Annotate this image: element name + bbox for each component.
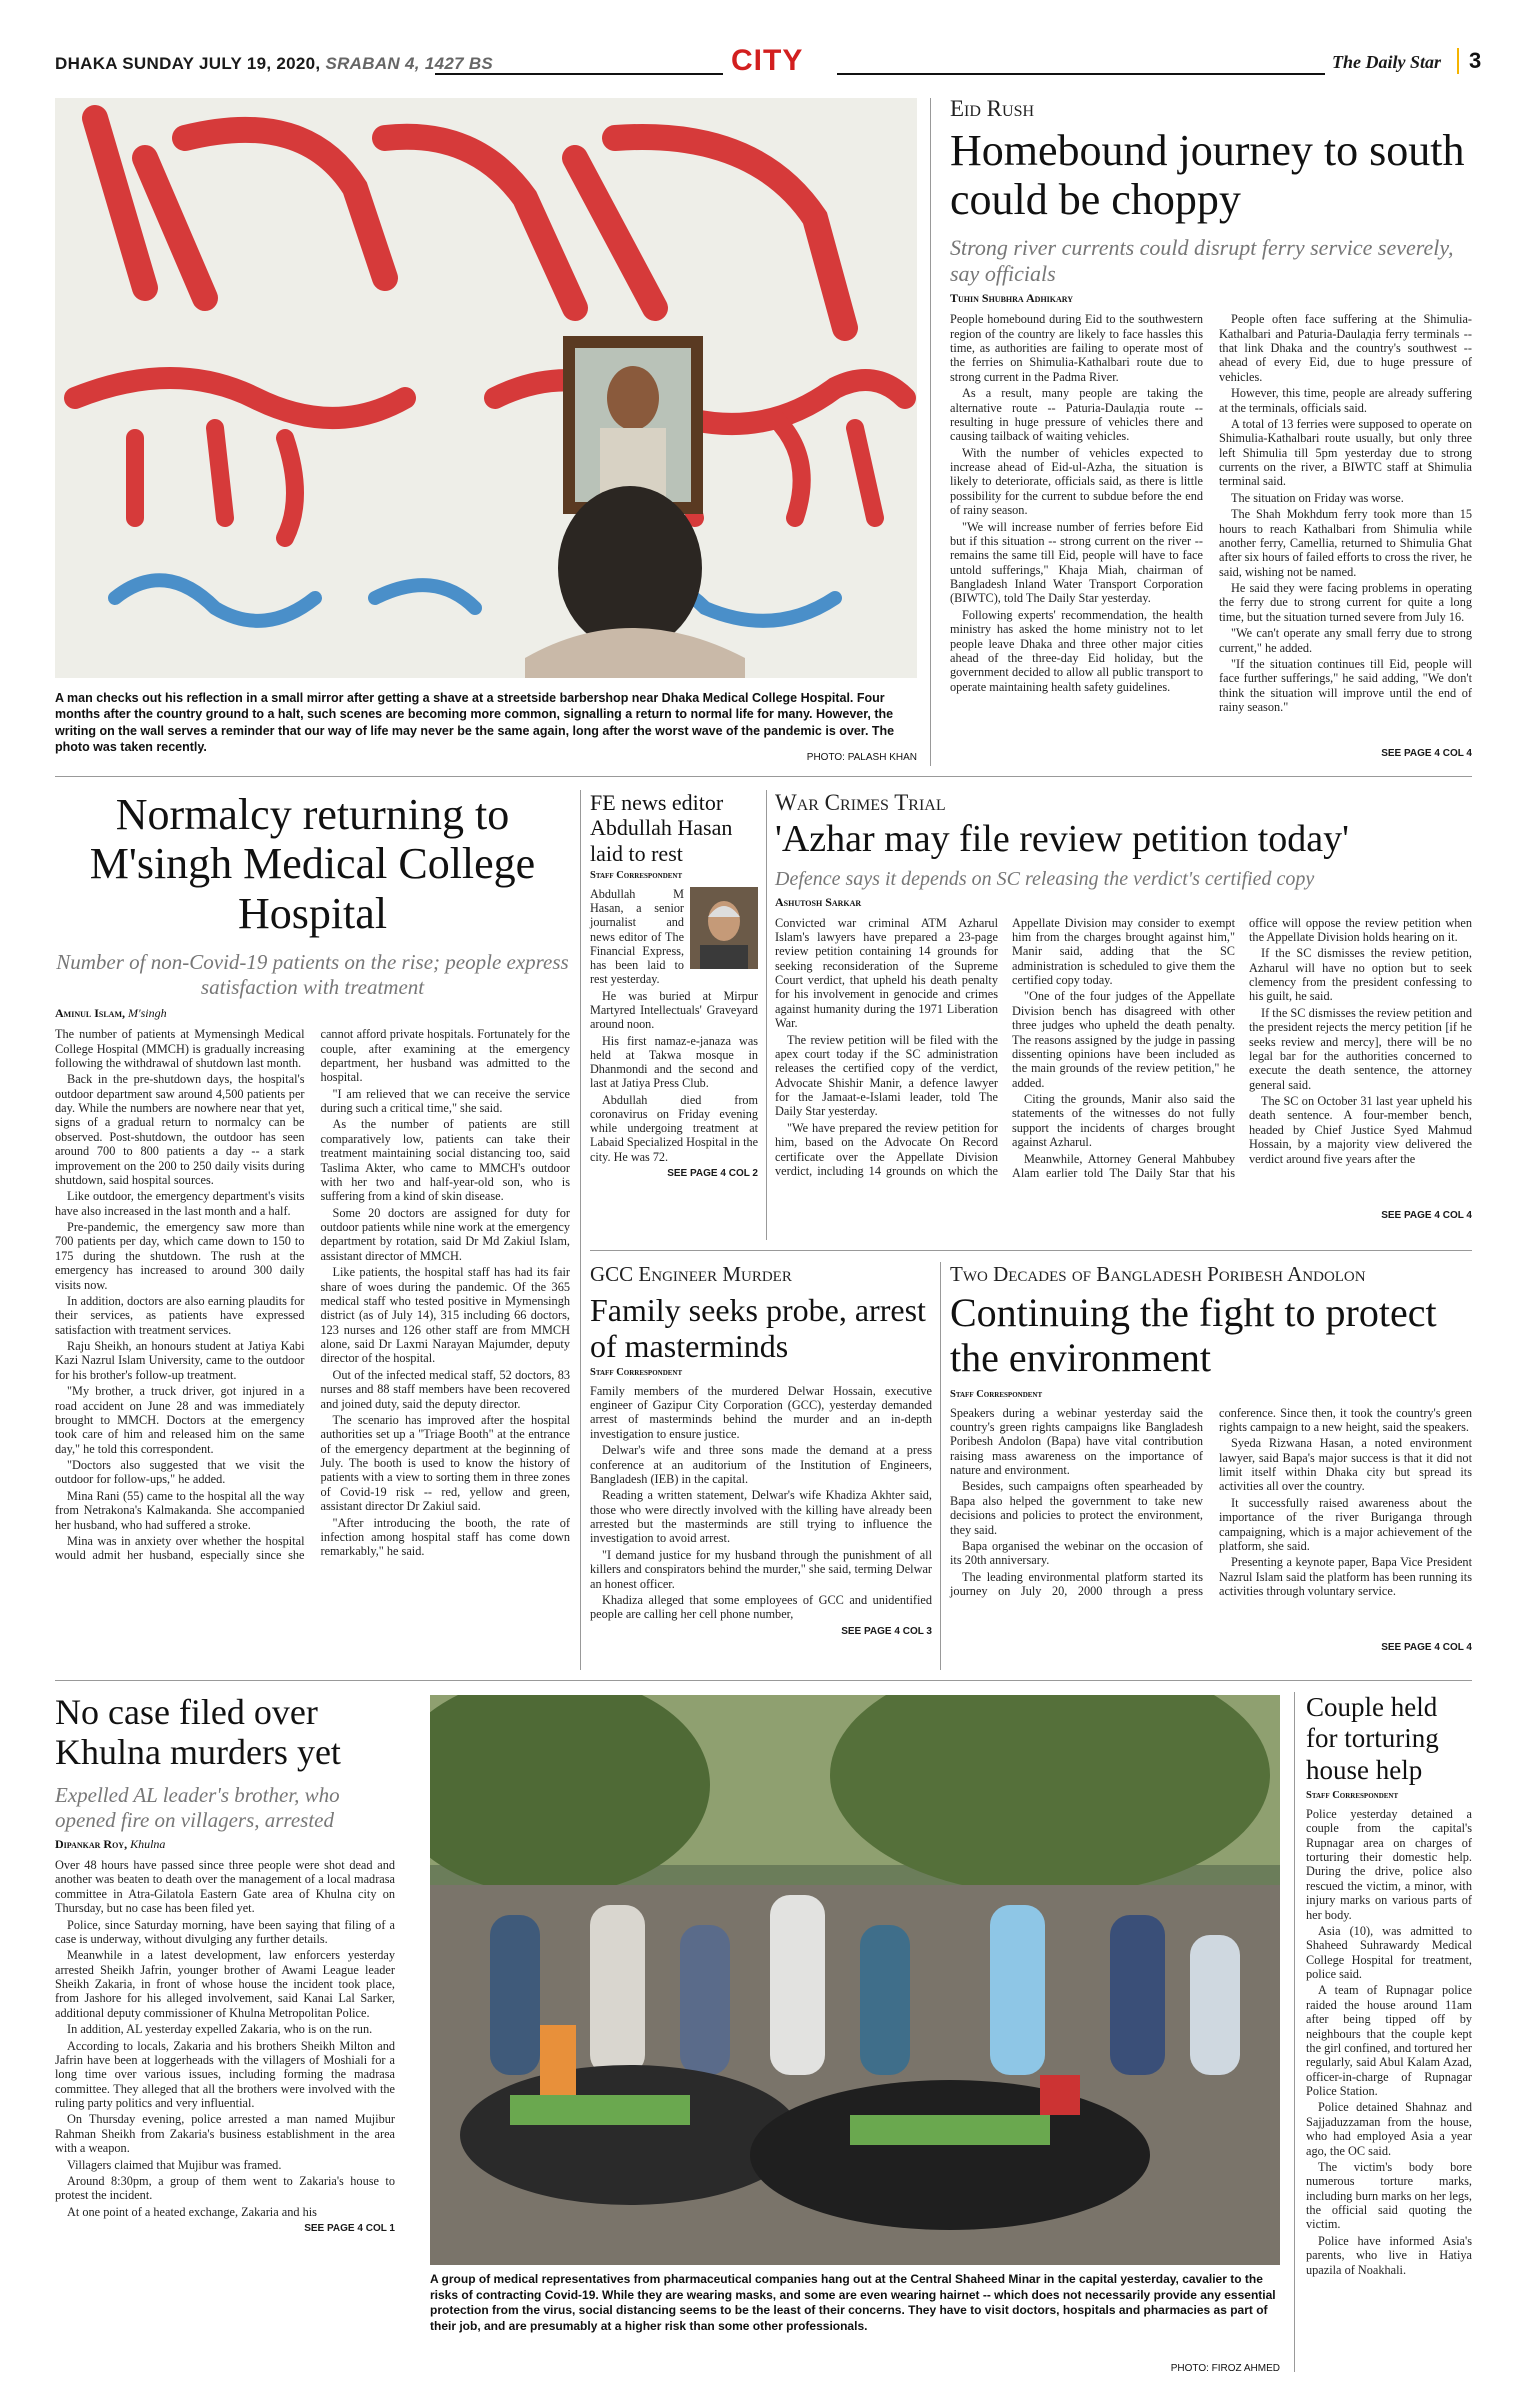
article-byline: Staff Correspondent <box>950 1388 1043 1400</box>
article-headline: Couple held for torturing house help <box>1306 1692 1439 1785</box>
paragraph: At one point of a heated exchange, Zakaria and his <box>67 2204 317 2219</box>
article-body <box>1306 1807 1472 2277</box>
paragraph: Like outdoor, the emergency department's visits have also increased in the last month and a half. <box>55 1189 305 1218</box>
article-byline: Staff Correspondent <box>590 1366 683 1378</box>
article-body <box>55 1858 395 2219</box>
paragraph: The scenario has improved after the hospital authorities set up a "Triage Booth" at the entrance of the emergency department at the beginning of July. The booth is used to know the history of patients with a view to sorting them in three zones of Covid-19 risk -- red, yellow and green, assistant director Dr Zakiul said. <box>320 1412 570 1514</box>
article-headline: Homebound journey to south could be choppy <box>950 126 1465 225</box>
paragraph: Around 8:30pm, a group of them went to Zakaria's house to protest the incident. <box>55 2173 395 2203</box>
paragraph: Convicted war criminal ATM Azharul Islam's lawyers have prepared a 23-page review petition containing 14 grounds for seeking reconsideration of the Supreme Court verdict, that upheld his death penalty for his involvement in genocide and crimes against humanity during the 1971 Liberation War. <box>775 915 998 1031</box>
paragraph: "If the situation continues till Eid, people will face further sufferings," he said adding, "We don't think the situation will improve until the end of rainy season." <box>1219 656 1472 715</box>
article-deck: Expelled AL leader's brother, who opened fire on villagers, arrested <box>55 1782 340 1832</box>
article-kicker: GCC Engineer Murder <box>590 1262 792 1286</box>
bottom-photo-credit: PHOTO: FIROZ AHMED <box>1170 2363 1280 2374</box>
article-body <box>950 1406 1472 1638</box>
azhar-article <box>775 790 1472 1221</box>
article-body <box>775 916 1472 1206</box>
paragraph: Police yesterday detained a couple from the capital's Rupnagar area on charges of torturing their domestic help. During the drive, police also rescued the victim, a minor, with injury marks on various parts of her body. <box>1306 1806 1472 1922</box>
paragraph: Police detained Shahnaz and Sajjaduzzaman from the house, who had employed Asia a year ago, the OC said. <box>1306 2100 1472 2158</box>
paragraph: "After introducing the booth, the rate of infection among hospital staff has come down remarkably," he said. <box>320 1515 570 1559</box>
paragraph: However, this time, people are already suffering at the terminals, officials said. <box>1219 386 1472 415</box>
column-rule <box>766 790 767 1240</box>
paragraph: Villagers claimed that Mujibur was framed. <box>67 2157 282 2172</box>
paragraph: Back in the pre-shutdown days, the hospital's outdoor department saw around 4,500 patients per day. While the numbers are nowhere near that yet, signs of a gradual return to normalcy can be observed. Post-shutdown, the outdoor has seen around 700 to 800 patients a day -- a stark improvement on the 200 to 250 daily visits during shutdown, said hospital sources. <box>55 1072 305 1187</box>
portrait-photo <box>690 887 758 969</box>
article-headline: FE news editor Abdullah Hasan laid to rest <box>590 790 733 866</box>
paragraph: In addition, AL yesterday expelled Zakaria, who is on the run. <box>67 2022 373 2037</box>
paragraph: Raju Sheikh, an honours student at Jatiya Kabi Kazi Nazrul Islam University, came to the outdoor for his brother's follow-up treatment. <box>55 1339 305 1382</box>
paragraph: "We can't operate any small ferry due to strong current," he added. <box>1219 626 1472 655</box>
paragraph: Delwar's wife and three sons made the demand at a press conference at an auditorium of the Institution of Engineers, Bangladesh (IEB) in the capital. <box>590 1443 932 1486</box>
paragraph: Speakers during a webinar yesterday said the country's green rights campaigns like Bangladesh Poribesh Andolon (Bapa) have vital contribution raising mass awareness on the importance of nature and environment. <box>950 1405 1203 1478</box>
row-rule <box>590 1250 1472 1251</box>
khulna-article <box>55 1692 395 2234</box>
paragraph: The review petition will be filed with the apex court today if the SC administration releases the certified copy of the verdict, Advocate Shishir Manir, a defence lawyer for the Jamaat-e-Islami leader, told The Daily Star yesterday. <box>775 1032 998 1119</box>
barbershop-photo <box>55 98 917 678</box>
header-rule-left <box>435 73 723 75</box>
article-body-wrap <box>590 887 758 1164</box>
paragraph: Over 48 hours have passed since three people were shot dead and another was beaten to death over the management of a local madrasa committee in Atra-Gilatola Eastern Gate area of Khulna city on Thursday, but no case has been filed yet. <box>55 1858 395 1916</box>
see-page-link[interactable]: SEE PAGE 4 COL 2 <box>667 1167 758 1179</box>
paragraph: Police, since Saturday morning, have been saying that filing of a case is underway, without divulging any further details. <box>55 1917 395 1946</box>
article-headline: No case filed over Khulna murders yet <box>55 1692 341 1773</box>
paragraph: Asia (10), was admitted to Shaheed Suhrawardy Medical College Hospital for treatment, police said. <box>1306 1923 1472 1982</box>
paragraph: The situation on Friday was worse. <box>1231 490 1404 505</box>
article-body <box>55 1027 570 1645</box>
article-byline: Aminul Islam, M'singh <box>55 1006 167 1021</box>
article-byline: Staff Correspondent <box>1306 1789 1399 1801</box>
top-photo-caption: A man checks out his reflection in a small mirror after getting a shave at a streetside barbershop near Dhaka Medical College Hospital. Four months after the country ground to a halt, such scenes are becoming more common, signalling a return to normal life for many. However, the writing on the wall serves a reminder that our way of life may never be the same again, long after the worst wave of the pandemic is over. The photo was taken recently. <box>55 691 895 754</box>
paragraph: If the SC dismisses the review petition and the president rejects the mercy petition [if he seeks review and mercy], there will be no legal bar for the authorities concerned to execute the death sentence, the attorney general said. <box>1249 1005 1472 1092</box>
paragraph: Abdullah M Hasan, a senior journalist and news editor of The Financial Express, has been laid to rest yesterday. <box>590 886 684 987</box>
column-rule <box>940 1262 941 1670</box>
paragraph: Meanwhile, Attorney General Mahbubey Alam earlier told The Daily Star that his office will oppose the review petition when the Appellate Division holds hearing on it. <box>1012 915 1472 1180</box>
medical-reps-photo <box>430 1695 1280 2265</box>
paragraph: People often face suffering at the Shimulia-Kathalbari and Paturia-Daulадia ferry terminals -- that link Dhaka and the country's southwest -- ahead of every Eid, due to huge pressure of vehicles. <box>1219 312 1472 384</box>
paragraph: The Shah Mokhdum ferry took more than 15 hours to reach Kathalbari from Shimulia while another ferry, Camellia, returned to Shimulia Ghat after six hours of failed efforts to cross the river, he said, wishing not be named. <box>1219 507 1472 579</box>
paragraph: On Thursday evening, police arrested a man named Mujibur Rahman Sheikh from Zakaria's business establishment in the area with a weapon. <box>55 2112 395 2156</box>
article-deck: Strong river currents could disrupt ferry service severely, say officials <box>950 234 1454 286</box>
bottom-photo-caption: A group of medical representatives from pharmaceutical companies hang out at the Central Shaheed Minar in the capital yesterday, cavalier to the risks of contracting Covid-19. While they are wearing masks, and some are even wearing hairnet -- which does not necessarily provide any essential protection from the virus, social distancing seems to be the least of their concerns. They have to visit doctors, hospitals and pharmacies as part of their job, and are presumably at a higher risk than some other professionals. <box>430 2272 1276 2333</box>
column-rule <box>930 98 931 766</box>
paragraph: "One of the four judges of the Appellate Division bench has disagreed with other three judges who upheld the death penalty. The reasons assigned by the judge in passing dissenting opinions have been included as the main grounds of the review petition," he added. <box>1012 989 1235 1090</box>
column-rule <box>1294 1692 1295 2372</box>
paragraph: "My brother, a truck driver, got injured in a road accident on June 28 and was immediately brought to MMCH. Doctors at the emergency took care of him and released him on the same day," he told this correspondent. <box>55 1384 305 1456</box>
paragraph: "Doctors also suggested that we visit the outdoor for follow-ups," he added. <box>55 1458 305 1487</box>
row-rule <box>55 776 1472 777</box>
paragraph: Like patients, the hospital staff has had its fair share of woes during the pandemic. Of the 365 medical staff who tested positive in Mymensingh district (as of July 14), 315 including 66 doctors, 123 nurses and 126 other staff are from MMCH alone, said Dr Laxmi Narayan Majumder, deputy director of the hospital. <box>320 1265 570 1366</box>
paragraph: The number of patients at Mymensingh Medical College Hospital (MMCH) is gradually increasing following the withdrawal of shutdown last month. <box>55 1027 305 1070</box>
article-body <box>590 1384 932 1622</box>
paragraph: Meanwhile in a latest development, law enforcers yesterday arrested Sheikh Jafrin, younger brother of Awami League leader Sheikh Zakaria, in front of whose house the incident took place, from Jashore for his alleged involvement, said Kanai Lal Sarker, additional deputy commissioner of Khulna Metropolitan Police. <box>55 1948 395 2020</box>
article-byline: Ashutosh Sarkar <box>775 894 862 909</box>
paragraph: As a result, many people are taking the alternative route -- Paturia-Daulадia route --resulting in huge pressure of vehicles there and causing tailback of waiting vehicles. <box>950 386 1203 444</box>
column-rule <box>580 790 581 1670</box>
see-page-link[interactable]: SEE PAGE 4 COL 1 <box>304 2223 395 2234</box>
paragraph: Presenting a keynote paper, Bapa Vice President Nazrul Islam said the platform has been running its activities through voluntary service. <box>1219 1555 1472 1599</box>
paragraph: Besides, such campaigns often spearheaded by Bapa also helped the government to take new decisions and policies to protect the environment, they said. <box>950 1479 1203 1537</box>
paragraph: As the number of patients are still comparatively low, patients can take their treatment maintaining social distancing too, said Taslima Akter, who came to MMCH's outdoor with her two and half-year-old son, who is suffering from a kind of skin disease. <box>320 1117 570 1204</box>
eid-rush-article <box>950 96 1472 759</box>
page-header <box>55 44 1482 82</box>
paragraph: Syeda Rizwana Hasan, a noted environment lawyer, said Bapa's major success is that it did not limit itself within Dhaka city but spread its activities all over the country. <box>1219 1436 1472 1494</box>
paragraph: People homebound during Eid to the southwestern region of the country are likely to face hassles this time, as authorities are failing to operate most of the ferries on Shimulia-Kathalbari route due to strong current in the Padma River. <box>950 312 1203 384</box>
paragraph: Mina Rani (55) came to the hospital all the way from Netrakona's Kalmakanda. She accompanied her husband, who had suffered a stroke. <box>55 1488 305 1532</box>
article-deck: Number of non-Covid-19 patients on the rise; people express satisfaction with treatment <box>56 949 569 999</box>
couple-article <box>1306 1692 1472 2279</box>
paragraph: "We will increase number of ferries before Eid but if this situation -- strong current on the river -- remains the same till Eid, people will have to face untold sufferings," Khaja Miah, chairman of Bangladesh Inland Water Transport Corporation (BIWTC), told The Daily Star yesterday. <box>950 519 1203 606</box>
see-page-link[interactable]: SEE PAGE 4 COL 4 <box>1381 1209 1472 1221</box>
gcc-article <box>590 1262 932 1637</box>
row-rule <box>55 1680 1472 1681</box>
paragraph: Abdullah died from coronavirus on Friday evening while undergoing treatment at Labaid Specialized Hospital in the city. He was 72. <box>590 1092 758 1164</box>
paragraph: Police have informed Asia's parents, who live in Hatiya upazila of Noakhali. <box>1306 2233 1472 2277</box>
header-rule-right <box>837 73 1325 75</box>
paragraph: Pre-pandemic, the emergency saw more than 700 patients per day, which came down to 150 to 175 during the shutdown. The rush at the emergency has increased to around 300 daily visits now. <box>55 1220 305 1292</box>
barbershop-illustration <box>55 98 917 678</box>
masthead-logo: The Daily Star <box>1332 52 1442 72</box>
medical-reps-illustration <box>430 1695 1280 2265</box>
see-page-link[interactable]: SEE PAGE 4 COL 3 <box>841 1625 932 1637</box>
article-kicker: Eid Rush <box>950 96 1035 121</box>
paragraph: "We have prepared the review petition for him, based on the Advocate On Record certificate over the Appellate Division verdict, including 14 grounds on which the Appellate Division may consider to exempt him from the charges brought against him," Manir said, adding that the SC administration is scheduled to give them the certified copy today. <box>775 915 1235 1178</box>
paragraph: Out of the infected medical staff, 52 doctors, 83 nurses and 88 staff members have been recovered and joined duty, said the deputy director. <box>320 1367 570 1411</box>
article-kicker: Two Decades of Bangladesh Poribesh Andolon <box>950 1262 1366 1286</box>
article-deck: Defence says it depends on SC releasing the verdict's certified copy <box>775 867 1315 890</box>
paragraph: Bapa organised the webinar on the occasion of its 20th anniversary. <box>950 1538 1203 1568</box>
paragraph: Some 20 doctors are assigned for duty for outdoor patients while nine work at the emergency department by rotation, said Dr Md Zakiul Islam, assistant director of MMCH. <box>320 1205 570 1263</box>
paragraph: Family members of the murdered Delwar Hossain, executive engineer of Gazipur City Corporation (GCC), yesterday demanded arrest of masterminds behind the murder and an in-depth investigation to ensure justice. <box>590 1383 932 1441</box>
article-headline: Continuing the fight to protect the environment <box>950 1290 1437 1380</box>
fe-editor-article <box>590 790 758 1179</box>
top-photo-credit: PHOTO: PALASH KHAN <box>806 752 917 763</box>
paragraph: If the SC dismisses the review petition, Azharul will have no option but to seek clemency from the president confessing to his guilt, he said. <box>1249 946 1472 1004</box>
bapa-article <box>950 1262 1472 1653</box>
article-kicker: War Crimes Trial <box>775 790 946 815</box>
paragraph: The SC on October 31 last year upheld his death sentence. A four-member bench, headed by Chief Justice Syed Mahmud Hossain, by a majority view delivered the verdict around five years after the <box>1249 1094 1472 1166</box>
see-page-link[interactable]: SEE PAGE 4 COL 4 <box>1381 748 1472 760</box>
normalcy-article <box>55 790 570 1645</box>
paragraph: The victim's body bore numerous torture marks, including burn marks on her legs, the official said quoting the victim. <box>1306 2159 1472 2232</box>
paragraph: Reading a written statement, Delwar's wife Khadiza Akhter said, those who were directly involved with the killing have already been arrested but the masterminds are still trying to influence the investigation to avoid arrest. <box>590 1488 932 1546</box>
paragraph: The leading environmental platform started its journey on July 20, 2000 through a press conference. Since then, it took the country's green rights campaign to a new height, said the speakers. <box>950 1405 1472 1599</box>
paragraph: He said they were facing problems in operating the ferry due to strong current for quite a long time, but the situation turned severe from July 16. <box>1219 581 1472 624</box>
paragraph: Mina was in anxiety over whether the hospital would admit her husband, especially since she cannot afford private hospitals. Fortunately for the couple, after examining at the emergency department, her husband was admitted to the hospital. <box>55 1027 570 1563</box>
paragraph: A total of 13 ferries were supposed to operate on Shimulia-Kathalbari route usually, but only three left Shimulia till 5pm yesterday due to strong currents on the river, a BIWTC staff at Shimulia terminal said. <box>1219 416 1472 489</box>
article-body <box>950 312 1472 744</box>
paragraph: It successfully raised awareness about the importance of the river Buriganga through campaigning, which is a major achievement of the platform, she said. <box>1219 1495 1472 1553</box>
paragraph: "I am relieved that we can receive the service during such a critical time," she said. <box>320 1086 570 1116</box>
paragraph: He was buried at Mirpur Martyred Intellectuals' Graveyard around noon. <box>590 988 758 1032</box>
paragraph: A team of Rupnagar police raided the house around 11am after being tipped off by neighbours that the couple kept the girl confined, and tortured her regularly, said Abul Kalam Azad, officer-in-charge of Rupnagar Police Station. <box>1306 1983 1472 2099</box>
section-title: CITY <box>731 44 804 77</box>
paragraph: His first namaz-e-janaza was held at Takwa mosque in Dhanmondi and the second and last at Jatiya Press Club. <box>590 1033 758 1091</box>
article-byline: Tuhin Shubhra Adhikary <box>950 291 1074 306</box>
article-headline: 'Azhar may file review petition today' <box>775 818 1349 860</box>
article-headline: Normalcy returning to M'singh Medical College Hospital <box>89 790 536 938</box>
paragraph: Following experts' recommendation, the health ministry has asked the home ministry not to let people leave Dhaka and three other major cities ahead of the three-day Eid holiday, but the government decided to allow all public transport to operate maintaining health safety guidelines. <box>950 607 1203 694</box>
article-byline: Dipankar Roy, Khulna <box>55 1837 166 1851</box>
portrait-illustration <box>690 887 758 969</box>
paragraph: Khadiza alleged that some employees of GCC and unidentified people are calling her cell phone number, <box>590 1592 932 1622</box>
page-number: 3 <box>1457 48 1481 74</box>
article-headline: Family seeks probe, arrest of masterminds <box>590 1292 926 1364</box>
paragraph: Citing the grounds, Manir also said the statements of the witnesses do not fully support the incidents of charges brought against Azharul. <box>1012 1092 1235 1150</box>
paragraph: With the number of vehicles expected to increase ahead of Eid-ul-Azha, the situation is likely to deteriorate, officials said, as there is little possibility for the current to subdue before the end of rainy season. <box>950 445 1203 518</box>
article-byline: Staff Correspondent <box>590 869 683 881</box>
dateline: DHAKA SUNDAY JULY 19, 2020, SRABAN 4, 1427 BS <box>55 54 494 73</box>
paragraph: According to locals, Zakaria and his brothers Sheikh Milton and Jafrin have been at loggerheads with the villagers of Moshiali for a long time over various issues, including forming the madrasa committee. They alleged that all the brothers were involved with the ruling party politics and very influential. <box>55 2038 395 2110</box>
paragraph: "I demand justice for my husband through the punishment of all killers and conspirators behind the murder," she said, terming Delwar an honest officer. <box>590 1547 932 1591</box>
see-page-link[interactable]: SEE PAGE 4 COL 4 <box>1381 1641 1472 1653</box>
paragraph: In addition, doctors are also earning plaudits for their services, as patients have expressed satisfaction with treatment services. <box>55 1293 305 1337</box>
